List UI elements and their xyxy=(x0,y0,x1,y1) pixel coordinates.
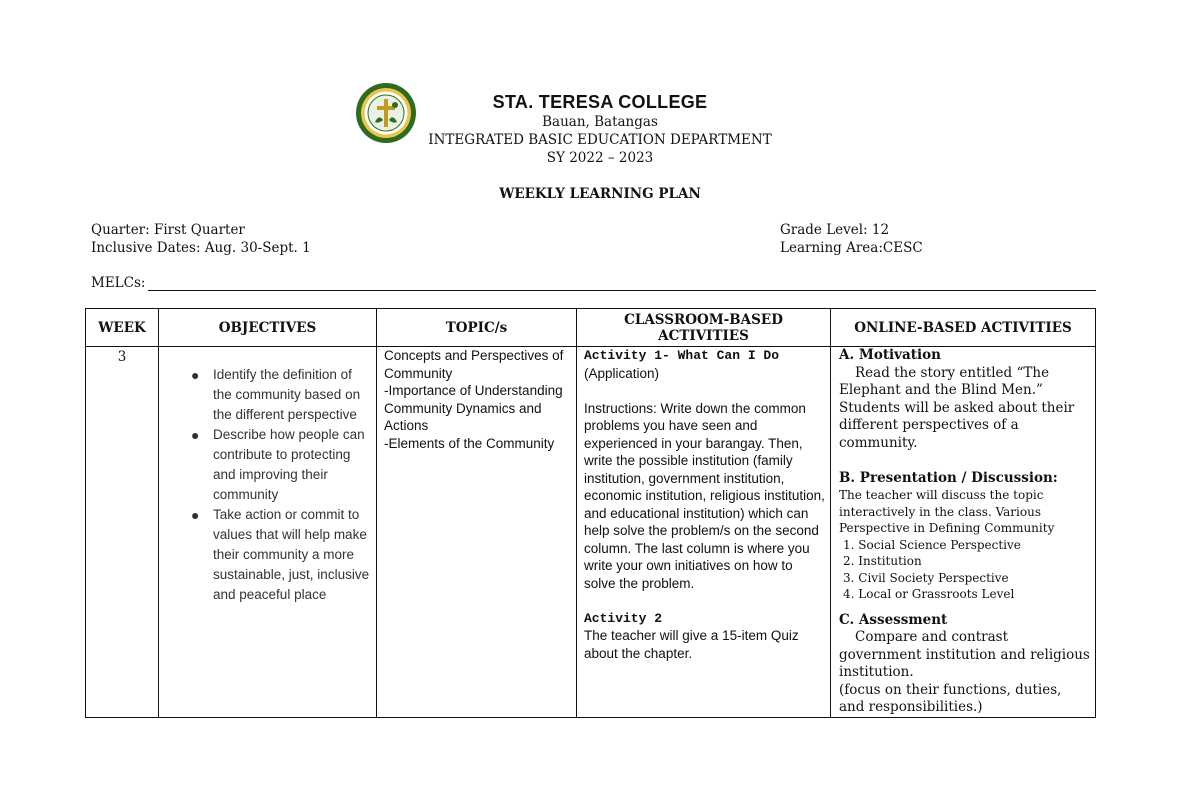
document-header xyxy=(400,92,800,167)
perspective-item: 3. Civil Society Perspective xyxy=(843,570,1009,585)
assessment-text: Compare and contrast government institution and religious institution. xyxy=(839,629,1090,680)
bullet-icon: ● xyxy=(191,507,200,523)
online-activities-cell xyxy=(831,347,1096,718)
motivation-text: Read the story entitled “The Elephant and the Blind Men.” xyxy=(839,364,1050,398)
objective-item: ● Take action or commit to values that will help make their community a more sustainable, just, inclusive and peaceful place xyxy=(191,507,370,602)
motivation-followup: Students will be asked about their different perspectives of a community. xyxy=(839,399,1075,451)
learning-area-text: Learning Area:CESC xyxy=(780,240,923,256)
melcs-underline xyxy=(148,290,1096,291)
college-name: STA. TERESA COLLEGE xyxy=(492,92,708,112)
weekly-plan-table xyxy=(85,308,1096,718)
classroom-activities-cell xyxy=(577,347,831,718)
assessment-title: C. Assessment xyxy=(839,611,948,628)
inclusive-dates-text: Inclusive Dates: Aug. 30-Sept. 1 xyxy=(91,240,311,256)
presentation-text: The teacher will discuss the topic interactively in the class. Various Perspective in Defining Community xyxy=(839,488,1055,535)
perspective-item: 4. Local or Grassroots Level xyxy=(843,587,1015,601)
department-name: INTEGRATED BASIC EDUCATION DEPARTMENT xyxy=(428,132,772,148)
activity1-title: Activity 1- What Can I Do xyxy=(584,348,780,363)
motivation-title: A. Motivation xyxy=(839,347,941,363)
table-header-row xyxy=(86,309,1096,347)
activity1-instructions: Instructions: Write down the common problems you have seen and experienced in your barangay. Then, write the possible institution (family institution, government institution, economic institution, religious institution, and educational institution) which can help solve the problem/s on the second column. The last column is where you write your own initiatives on how to solve the problem. xyxy=(584,400,825,591)
topic-item: -Elements of the Community xyxy=(384,435,555,451)
perspective-item: 2. Institution xyxy=(843,554,922,568)
plan-title: WEEKLY LEARNING PLAN xyxy=(499,186,701,202)
bullet-icon: ● xyxy=(191,427,200,443)
topic-item: -Importance of Understanding Community Dynamics and Actions xyxy=(384,383,563,433)
objectives-list xyxy=(169,365,370,605)
school-year: SY 2022 – 2023 xyxy=(546,150,654,166)
perspectives-list xyxy=(839,537,1090,603)
week-cell: 3 xyxy=(86,347,159,718)
header-topics: TOPIC/s xyxy=(377,309,577,347)
melcs-label: MELCs: xyxy=(91,275,146,291)
topic-item: Concepts and Perspectives of Community xyxy=(384,348,564,381)
objective-item: ● Identify the definition of the community based on the different perspective xyxy=(191,367,361,422)
objectives-cell xyxy=(159,347,377,718)
grade-level-text: Grade Level: 12 xyxy=(780,222,890,238)
topics-cell xyxy=(377,347,577,718)
header-classroom-activities: CLASSROOM-BASED ACTIVITIES xyxy=(577,309,831,347)
activity2-title: Activity 2 xyxy=(584,610,663,626)
header-objectives: OBJECTIVES xyxy=(159,309,377,347)
college-location: Bauan, Batangas xyxy=(542,114,658,130)
assessment-note: (focus on their functions, duties, and responsibilities.) xyxy=(839,681,1062,715)
perspective-item: 1. Social Science Perspective xyxy=(843,537,1021,552)
objective-item: ● Describe how people can contribute to protecting and improving their community xyxy=(191,427,365,502)
meta-right xyxy=(780,221,923,257)
bullet-icon: ● xyxy=(191,367,200,383)
presentation-title: B. Presentation / Discussion: xyxy=(839,469,1058,486)
header-week: WEEK xyxy=(86,309,159,347)
activity1-subtitle: (Application) xyxy=(584,365,660,381)
activity2-text: The teacher will give a 15-item Quiz about the chapter. xyxy=(584,628,799,661)
table-row xyxy=(86,347,1096,718)
meta-left xyxy=(91,221,311,257)
header-online-activities: ONLINE-BASED ACTIVITIES xyxy=(831,309,1096,347)
melcs-field xyxy=(91,275,1096,293)
quarter-text: Quarter: First Quarter xyxy=(91,222,245,238)
